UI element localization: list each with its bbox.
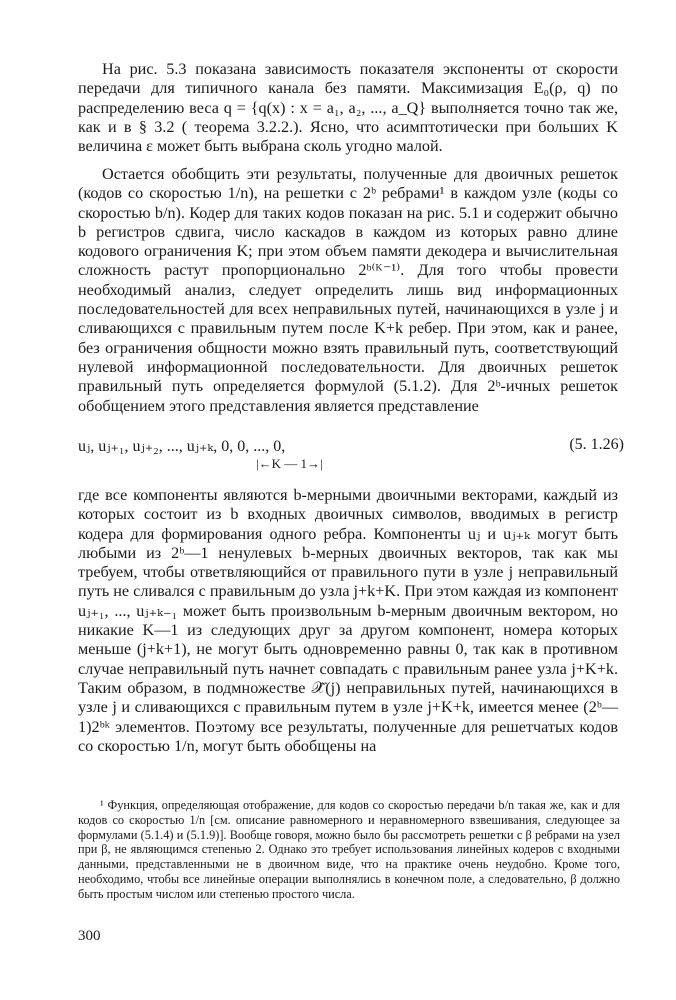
paragraph-components: где все компоненты являются b-мерными двоичными векторами, каждый из которых состоит из b входных двоичных символов, вводимых в регистр кодера для формирования одного ребра. Компоненты uⱼ и uⱼ₊ₖ могут быть любыми из 2ᵇ—1 ненулевых b-мерных двоичных векторов, так как мы требуем, чтобы ответвляющийся от правильного пути в узле j неправильный путь не сливался с правильным до узла j+k+K. При этом каждая из компонент uⱼ₊₁, ..., uⱼ₊ₖ₋₁ может быть произвольным b-мерным двоичным вектором, но никакие K—1 из следующих друг за другом компонент, номера которых меньше (j+k+1), не могут быть одновременно равны 0, так как в противном случае неправильный путь начнет совпадать с правильным ранее узла j+K+k. Таким образом, в подмножестве 𝒳̂(j) неправильных путей, начинающихся в узле j и сливающихся с правильным путем в узле j+K+k, имеется менее (2ᵇ—1)2ᵇᵏ элементов. Поэтому все результаты, полученные для решетчатых кодов со скоростью 1/n, могут быть обобщены на [78, 486, 618, 755]
equation-expression: uⱼ, uⱼ₊₁, uⱼ₊₂, ..., uⱼ₊ₖ, 0, 0, ..., 0, [78, 438, 286, 455]
paragraph-generalization: Остается обобщить эти результаты, полученные для двоичных решеток (кодов со скоростью 1/n), на решетки с 2ᵇ ребрами¹ в каждом узле (коды со скоростью b/n). Кодер для таких кодов показан на рис. 5.1 и содержит обычно b регистров сдвига, число каскадов в каждом из которых равно длине кодового ограничения K; при этом объем памяти декодера и вычислительная сложность растут пропорционально 2ᵇ⁽ᴷ⁻¹⁾. Для того чтобы провести необходимый анализ, следует определить лишь вид информационных последовательностей для всех неправильных путей, начинающихся в узле j и сливающихся с правильным путем после K+k ребер. При этом, как и ранее, без ограничения общности можно взять правильный путь, соответствующий нулевой информационной последовательности. Для двоичных решеток правильный путь определяется формулой (5.1.2). Для 2ᵇ-ичных решеток обобщением этого представления является представление [78, 165, 618, 415]
equation-brace-label: |←K — 1→| [256, 456, 323, 471]
equation-number: (5. 1.26) [569, 436, 624, 453]
equation-5-1-26 [78, 436, 624, 480]
footnote: ¹ Функция, определяющая отображение, для кодов со скоростью передачи b/n такая же, как и для кодов со скоростью 1/n [см. описание равномерного и неравномерного взвешивания, следующее за формулами (5.1.4) и (5.1.9)]. Вообще говоря, можно было бы рассмотреть решетки с β ребрами на узел при β, не являющимся степенью 2. Однако это требует использования линейных кодеров с входными данными, представленными не в двоичном виде, что на практике очень неудобно. Кроме того, необходимо, чтобы все линейные операции выполнялись в конечном поле, а следовательно, β должно быть простым числом или степенью простого числа. [78, 798, 620, 901]
paragraph-exponent-dependence: На рис. 5.3 показана зависимость показателя экспоненты от скорости передачи для типичного канала без памяти. Максимизация E₀(ρ, q) по распределению веса q = {q(x) : x = a₁, a₂, ..., a_Q} выполняется точно так же, как и в § 3.2 ( теорема 3.2.2.). Ясно, что асимптотически при больших K величина ε может быть выбрана сколь угодно малой. [78, 60, 618, 156]
page-number: 300 [78, 928, 101, 944]
